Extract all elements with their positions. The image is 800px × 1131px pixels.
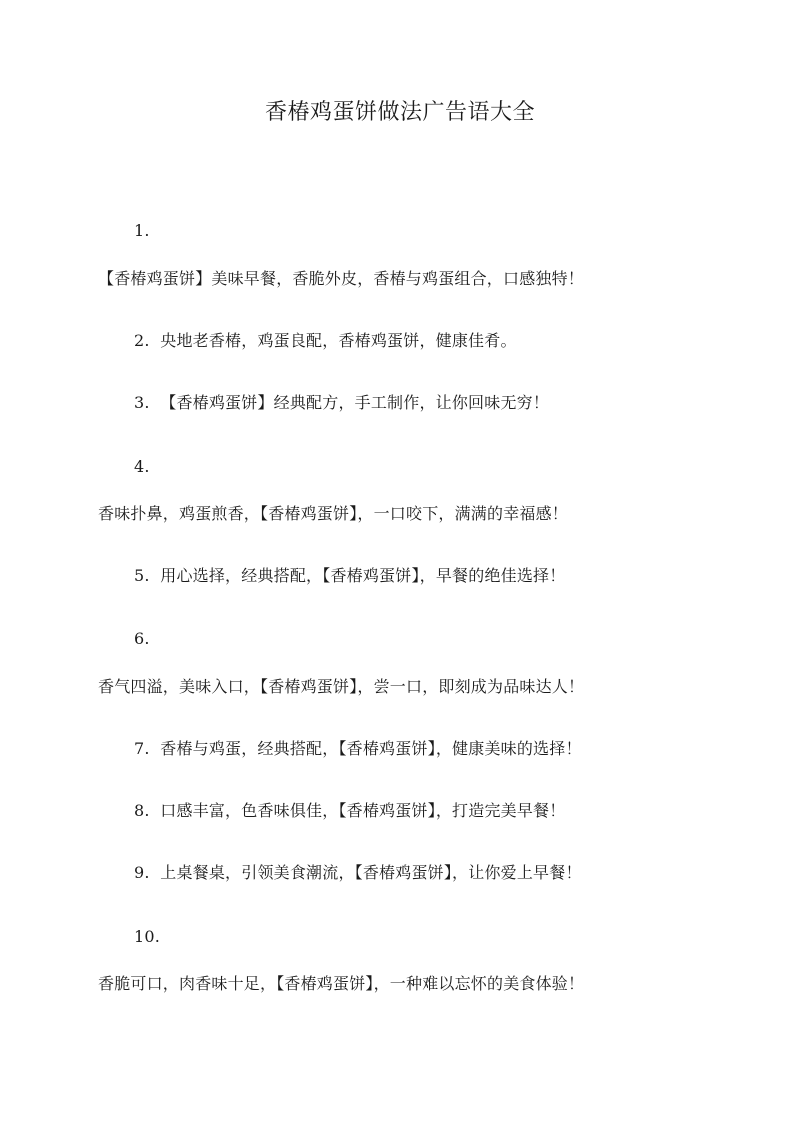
item-9-text: 上桌餐桌，引领美食潮流，【香椿鸡蛋饼】，让你爱上早餐！ xyxy=(160,863,582,882)
item-8 xyxy=(134,800,565,822)
item-10-number: 10. xyxy=(134,927,161,946)
item-6-number: 6. xyxy=(134,629,150,648)
item-3 xyxy=(134,392,549,414)
item-7-text: 香椿与鸡蛋，经典搭配，【香椿鸡蛋饼】，健康美味的选择！ xyxy=(160,739,582,758)
item-5-number: 5. xyxy=(134,566,150,585)
item-1-text: 【香椿鸡蛋饼】美味早餐，香脆外皮，香椿与鸡蛋组合，口感独特！ xyxy=(98,269,585,288)
item-6-text: 香气四溢，美味入口，【香椿鸡蛋饼】，尝一口，即刻成为品味达人！ xyxy=(98,677,585,696)
item-2-text: 央地老香椿，鸡蛋良配，香椿鸡蛋饼，健康佳肴。 xyxy=(160,331,517,350)
item-3-text: 【香椿鸡蛋饼】经典配方，手工制作，让你回味无穷！ xyxy=(160,393,550,412)
item-10-text: 香脆可口，肉香味十足，【香椿鸡蛋饼】，一种难以忘怀的美食体验！ xyxy=(98,974,585,993)
item-2-number: 2. xyxy=(134,331,150,350)
item-7-number: 7. xyxy=(134,739,150,758)
document-title: 香椿鸡蛋饼做法广告语大全 xyxy=(264,100,535,125)
item-8-number: 8. xyxy=(134,801,150,820)
item-1-number: 1. xyxy=(134,221,150,240)
item-4-text: 香味扑鼻，鸡蛋煎香，【香椿鸡蛋饼】，一口咬下，满满的幸福感！ xyxy=(98,504,569,523)
item-2 xyxy=(134,330,517,352)
item-5-text: 用心选择，经典搭配，【香椿鸡蛋饼】，早餐的绝佳选择！ xyxy=(160,566,566,585)
item-7 xyxy=(134,738,582,760)
item-5 xyxy=(134,565,565,587)
item-4-number: 4. xyxy=(134,457,150,476)
item-3-number: 3. xyxy=(134,393,150,412)
item-9-number: 9. xyxy=(134,863,150,882)
item-9 xyxy=(134,862,582,884)
item-8-text: 口感丰富，色香味俱佳，【香椿鸡蛋饼】，打造完美早餐！ xyxy=(160,801,566,820)
